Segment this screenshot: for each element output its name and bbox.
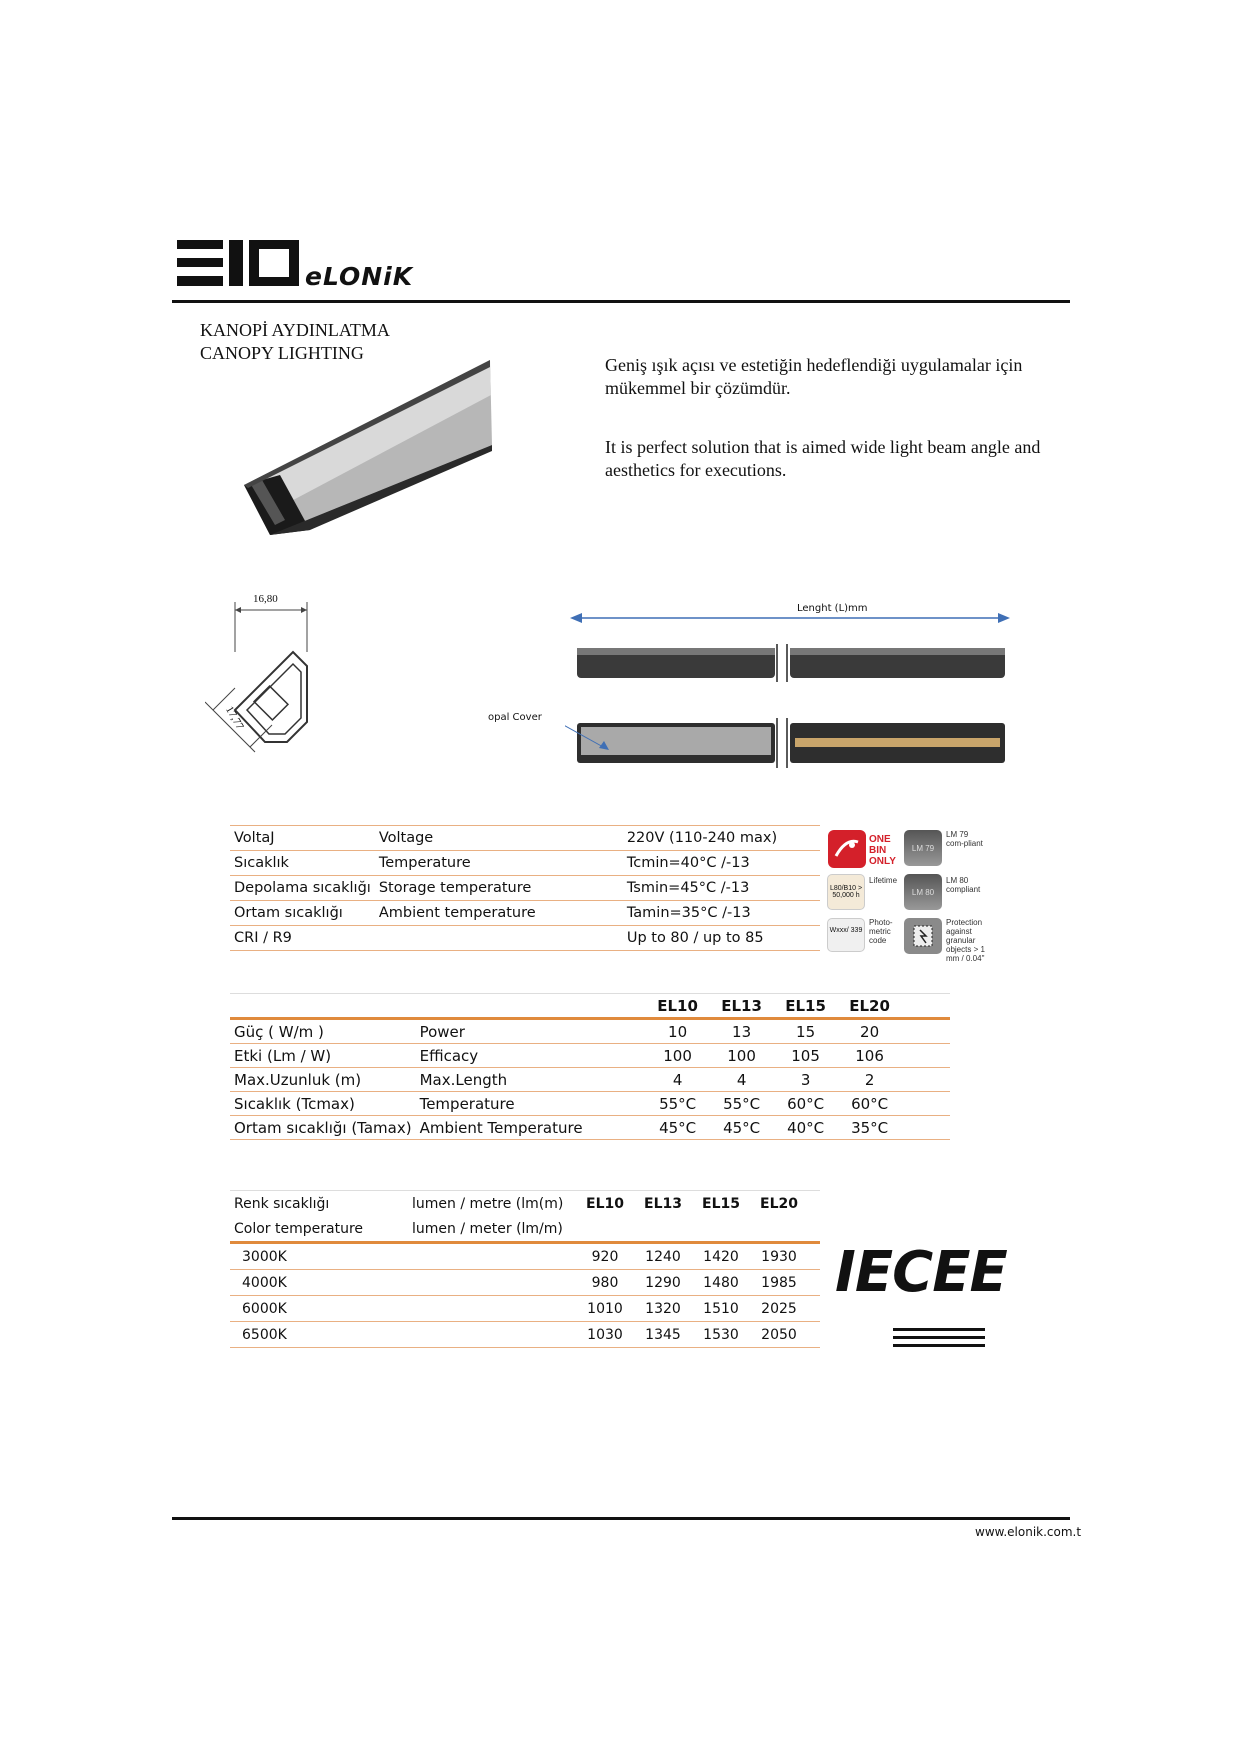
- cell-value: 106: [838, 1044, 902, 1068]
- spec-label-tr: VoltaJ: [230, 826, 375, 851]
- model-header: EL13: [634, 1191, 692, 1218]
- cell-value: 920: [576, 1243, 634, 1270]
- table-row: [230, 826, 820, 851]
- row-label-en: Ambient Temperature: [416, 1116, 646, 1140]
- table-row: [230, 926, 820, 951]
- spec-label-en: Ambient temperature: [375, 901, 623, 926]
- cell-value: 1345: [634, 1322, 692, 1348]
- cell-value: 1030: [576, 1322, 634, 1348]
- row-label-en: Efficacy: [416, 1044, 646, 1068]
- spec-label-tr: Ortam sıcaklığı: [230, 901, 375, 926]
- spec-label-tr: Depolama sıcaklığı: [230, 876, 375, 901]
- cell-value: 2: [838, 1068, 902, 1092]
- table-row: [230, 876, 820, 901]
- diagonal-dimension: 17,77: [222, 704, 246, 732]
- spec-label-en: Storage temperature: [375, 876, 623, 901]
- table-row: [230, 1296, 820, 1322]
- cell-value: 100: [710, 1044, 774, 1068]
- brand-wordmark: eLONiK: [305, 262, 414, 291]
- lifetime-icon: L80/B10 > 50,000 h: [827, 874, 865, 910]
- cell-value: 4: [646, 1068, 710, 1092]
- protection-label: Protection against granular objects > 1 mm / 0.04": [946, 918, 985, 963]
- title-en: CANOPY LIGHTING: [200, 343, 364, 363]
- cell-value: 1930: [750, 1243, 808, 1270]
- protection-icon: [904, 918, 942, 959]
- model-header: EL10: [576, 1191, 634, 1218]
- footer-url: www.elonik.com.t: [975, 1525, 1082, 1539]
- row-label-tr: Ortam sıcaklığı (Tamax): [230, 1116, 416, 1140]
- row-label-tr: Etki (Lm / W): [230, 1044, 416, 1068]
- iecee-logo: IECEE: [835, 1240, 1007, 1305]
- footer-rule: [172, 1517, 1070, 1520]
- profile-cross-section: [205, 592, 325, 777]
- cell-value: 40°C: [774, 1116, 838, 1140]
- spec-value: Tcmin=40°C /-13: [623, 851, 820, 876]
- one-bin-icon: [828, 830, 866, 873]
- cell-value: 55°C: [646, 1092, 710, 1116]
- cell-value: 1240: [634, 1243, 692, 1270]
- lumen-table: [230, 1190, 820, 1348]
- cell-value: 35°C: [838, 1116, 902, 1140]
- header-rule: [172, 300, 1070, 303]
- cell-value: 1480: [692, 1270, 750, 1296]
- description-tr: Geniş ışık açısı ve estetiğin hedeflendiği uygulamalar için mükemmel bir çözümdür.: [605, 355, 1023, 398]
- lifetime-label: Lifetime: [869, 876, 898, 885]
- cover-label: opal Cover: [488, 712, 542, 723]
- cell-value: 13: [710, 1019, 774, 1044]
- description-en: It is perfect solution that is aimed wide light beam angle and aesthetics for executions.: [605, 437, 1041, 480]
- cell-value: 2025: [750, 1296, 808, 1322]
- cell-value: 100: [646, 1044, 710, 1068]
- photometric-label: Photo-metric code: [869, 918, 893, 945]
- cell-value: 980: [576, 1270, 634, 1296]
- table-row: [230, 1019, 950, 1044]
- performance-table: [230, 993, 950, 1140]
- cell-value: 45°C: [646, 1116, 710, 1140]
- cell-value: 55°C: [710, 1092, 774, 1116]
- product-photo: [240, 355, 495, 560]
- cell-value: 10: [646, 1019, 710, 1044]
- cell-value: 20: [838, 1019, 902, 1044]
- cct-label: 6000K: [230, 1296, 408, 1322]
- cell-value: 1420: [692, 1243, 750, 1270]
- cell-value: 3: [774, 1068, 838, 1092]
- spec-label-tr: CRI / R9: [230, 926, 375, 951]
- title-tr: KANOPİ AYDINLATMA: [200, 320, 390, 340]
- cell-value: 1530: [692, 1322, 750, 1348]
- cell-value: 45°C: [710, 1116, 774, 1140]
- lm80-label: LM 80 compliant: [946, 876, 981, 894]
- table-row: [230, 1270, 820, 1296]
- model-header: EL15: [692, 1191, 750, 1218]
- cell-value: 2050: [750, 1322, 808, 1348]
- lm79-icon: LM 79: [904, 830, 942, 866]
- cell-value: 1510: [692, 1296, 750, 1322]
- cell-value: 1290: [634, 1270, 692, 1296]
- table-row: [230, 851, 820, 876]
- cct-label: 4000K: [230, 1270, 408, 1296]
- spec-value: 220V (110-240 max): [623, 826, 820, 851]
- profile-length-drawing: [565, 600, 1015, 800]
- row-label-en: Temperature: [416, 1092, 646, 1116]
- model-header: EL15: [774, 994, 838, 1019]
- cell-value: 60°C: [838, 1092, 902, 1116]
- table-row: [230, 901, 820, 926]
- table-row: [230, 1243, 820, 1270]
- spec-label-en: [375, 926, 623, 951]
- cell-value: 1985: [750, 1270, 808, 1296]
- length-label: Lenght (L)mm: [797, 603, 868, 614]
- model-header: EL20: [838, 994, 902, 1019]
- lm79-label: LM 79 com-pliant: [946, 830, 983, 848]
- cell-value: 105: [774, 1044, 838, 1068]
- spec-label-en: Temperature: [375, 851, 623, 876]
- cell-value: 60°C: [774, 1092, 838, 1116]
- cell-value: 1010: [576, 1296, 634, 1322]
- table-row: [230, 1044, 950, 1068]
- cct-label: 3000K: [230, 1243, 408, 1270]
- row-label-tr: Sıcaklık (Tcmax): [230, 1092, 416, 1116]
- row-label-en: Power: [416, 1019, 646, 1044]
- spec-value: Tsmin=45°C /-13: [623, 876, 820, 901]
- model-header: EL10: [646, 994, 710, 1019]
- table-header-row: [230, 994, 950, 1019]
- cell-value: 4: [710, 1068, 774, 1092]
- cell-value: 1320: [634, 1296, 692, 1322]
- table-row: [230, 1116, 950, 1140]
- lumen-head-en: Color temperature: [230, 1217, 408, 1243]
- cell-value: 15: [774, 1019, 838, 1044]
- brand-logo-mark: [177, 240, 301, 291]
- table-header-row: [230, 1217, 820, 1243]
- lumen-unit-en: lumen / meter (lm/m): [408, 1217, 576, 1243]
- lumen-head-tr: Renk sıcaklığı: [230, 1191, 408, 1218]
- table-row: [230, 1322, 820, 1348]
- spec-label-tr: Sıcaklık: [230, 851, 375, 876]
- table-row: [230, 1068, 950, 1092]
- model-header: EL20: [750, 1191, 808, 1218]
- lm80-icon: LM 80: [904, 874, 942, 910]
- cct-label: 6500K: [230, 1322, 408, 1348]
- spec-label-en: Voltage: [375, 826, 623, 851]
- table-row: [230, 1092, 950, 1116]
- row-label-tr: Max.Uzunluk (m): [230, 1068, 416, 1092]
- one-bin-label: ONE BIN ONLY: [869, 834, 896, 867]
- spec-value: Up to 80 / up to 85: [623, 926, 820, 951]
- row-label-en: Max.Length: [416, 1068, 646, 1092]
- table-header-row: [230, 1191, 820, 1218]
- width-dimension: 16,80: [253, 593, 278, 605]
- model-header: EL13: [710, 994, 774, 1019]
- row-label-tr: Güç ( W/m ): [230, 1019, 416, 1044]
- lumen-unit-tr: lumen / metre (lm(m): [408, 1191, 576, 1218]
- photometric-icon: Wxxx/ 339: [827, 918, 865, 952]
- spec-table: [230, 825, 820, 951]
- spec-value: Tamin=35°C /-13: [623, 901, 820, 926]
